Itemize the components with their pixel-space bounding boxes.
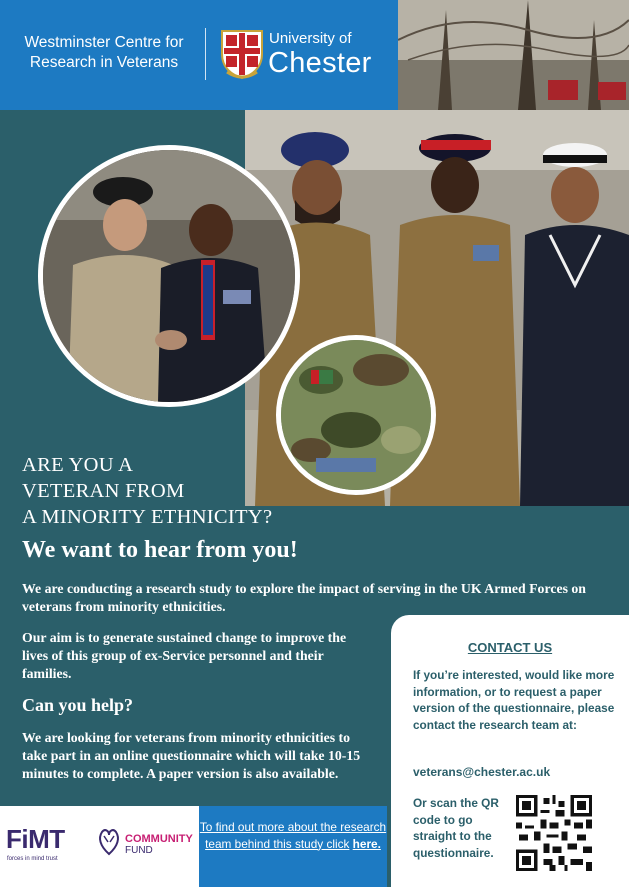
header-banner [0,0,398,110]
contact-email-link[interactable]: veterans@chester.ac.uk [413,765,551,779]
sponsor-logos [0,806,199,887]
can-you-help-heading: Can you help? [22,695,134,715]
find-out-more-link[interactable] [199,806,387,887]
here-link[interactable]: here. [352,836,381,851]
community-fund-word1: COMMUNITY [125,833,193,845]
centre-name [14,33,194,73]
qr-code-icon[interactable] [516,795,592,871]
photo-circle-camouflage [276,335,436,495]
contact-box [391,615,629,887]
university-name-line1: University of [269,30,352,47]
photo-circle-handshake [38,145,300,407]
headline-line3: A MINORITY ETHNICITY? [22,506,273,528]
contact-scan-text: Or scan the QR code to go straight to the questionnaire. [413,796,499,860]
paragraph-study: We are conducting a research study to explore the impact of serving in the UK Armed Forces on veterans from minority ethnicities. [22,581,586,614]
header-divider [205,28,206,80]
headline-line1: ARE YOU A [22,454,134,476]
paragraph-request: We are looking for veterans from minority ethnicities to take part in an online questionnaire which will take 10-15 minutes to complete. A paper version is also available. [22,730,361,781]
contact-body: If you’re interested, would like more information, or to request a paper version of the questionnaire, please contact the research team at: [413,668,615,732]
centre-name-line1: Westminster Centre for [24,34,184,51]
find-out-more-text: To find out more about the research team behind this study click [199,820,387,851]
community-fund-logo [125,834,193,856]
centre-name-line2: Research in Veterans [29,54,179,71]
paragraph-aim: Our aim is to generate sustained change to improve the lives of this group of ex-Service personnel and their families. [22,630,347,681]
headline [22,452,272,530]
university-crest-icon [219,28,265,80]
fimt-logo: FiMT [6,824,65,854]
headline-line2: VETERAN FROM [22,480,185,502]
tagline: We want to hear from you! [22,537,298,563]
community-fund-word2: FUND [125,845,153,856]
photo-trees [398,0,629,110]
fimt-logo-subtitle: forces in mind trust [7,856,58,862]
community-fund-hands-icon [96,826,122,856]
university-name-line2: Chester [268,47,372,79]
contact-title: CONTACT US [467,640,553,655]
